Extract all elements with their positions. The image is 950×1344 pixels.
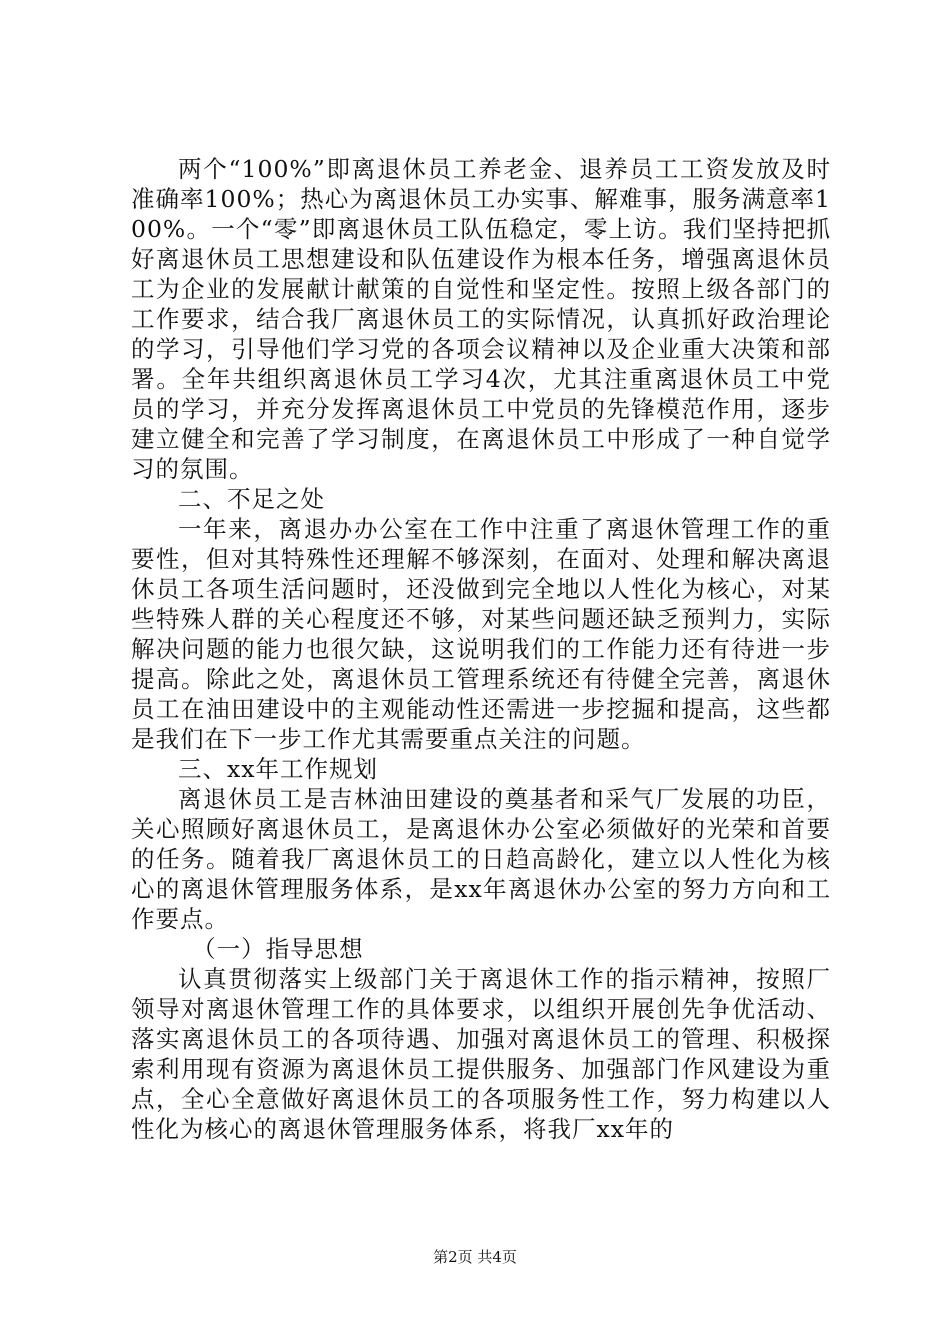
body-paragraph: 离退休员工是吉林油田建设的奠基者和采气厂发展的功臣，关心照顾好离退休员工，是离退休办公室必须做好的光荣和首要的任务。随着我厂离退休员工的日趋高龄化，建立以人性化为核心的离退休管理服务体系，是xx年离退休办公室的努力方向和工作要点。 bbox=[131, 785, 831, 933]
body-paragraph: 两个“100%”即离退休员工养老金、退养员工工资发放及时准确率100%；热心为离退休员工办实事、解难事，服务满意率100%。一个“零”即离退休员工队伍稳定，零上访。我们坚持把抓好离退休员工思想建设和队伍建设作为根本任务，增强离退休员工为企业的发展献计献策的自觉性和坚定性。按照上级各部门的工作要求，结合我厂离退休员工的实际情况，认真抓好政治理论的学习，引导他们学习党的各项会议精神以及企业重大决策和部署。全年共组织离退休员工学习4次，尤其注重离退休员工中党员的学习，并充分发挥离退休员工中党员的先锋模范作用，逐步建立健全和完善了学习制度，在离退休员工中形成了一种自觉学习的氛围。 bbox=[131, 155, 831, 483]
body-paragraph: 一年来，离退办办公室在工作中注重了离退休管理工作的重要性，但对其特殊性还理解不够深刻，在面对、处理和解决离退休员工各项生活问题时，还没做到完全地以人性化为核心，对某些特殊人群的关心程度还不够，对某些问题还缺乏预判力，实际解决问题的能力也很欠缺，这说明我们的工作能力还有待进一步提高。除此之处，离退休员工管理系统还有待健全完善，离退休员工在油田建设中的主观能动性还需进一步挖掘和提高，这些都是我们在下一步工作尤其需要重点关注的问题。 bbox=[131, 515, 831, 753]
document-body bbox=[131, 154, 831, 1144]
section-heading: 二、不足之处 bbox=[178, 485, 325, 513]
page-number-footer: 第2页 共4页 bbox=[433, 1248, 517, 1266]
section-heading: 三、xx年工作规划 bbox=[178, 755, 379, 783]
body-paragraph: 认真贯彻落实上级部门关于离退休工作的指示精神，按照厂领导对离退休管理工作的具体要求，以组织开展创先争优活动、落实离退休员工的各项待遇、加强对离退休员工的管理、积极探索利用现有资源为离退休员工提供服务、加强部门作风建设为重点，全心全意做好离退休员工的各项服务性工作，努力构建以人性化为核心的离退休管理服务体系，将我厂xx年的 bbox=[131, 965, 831, 1143]
subsection-heading: （一）指导思想 bbox=[192, 935, 364, 963]
